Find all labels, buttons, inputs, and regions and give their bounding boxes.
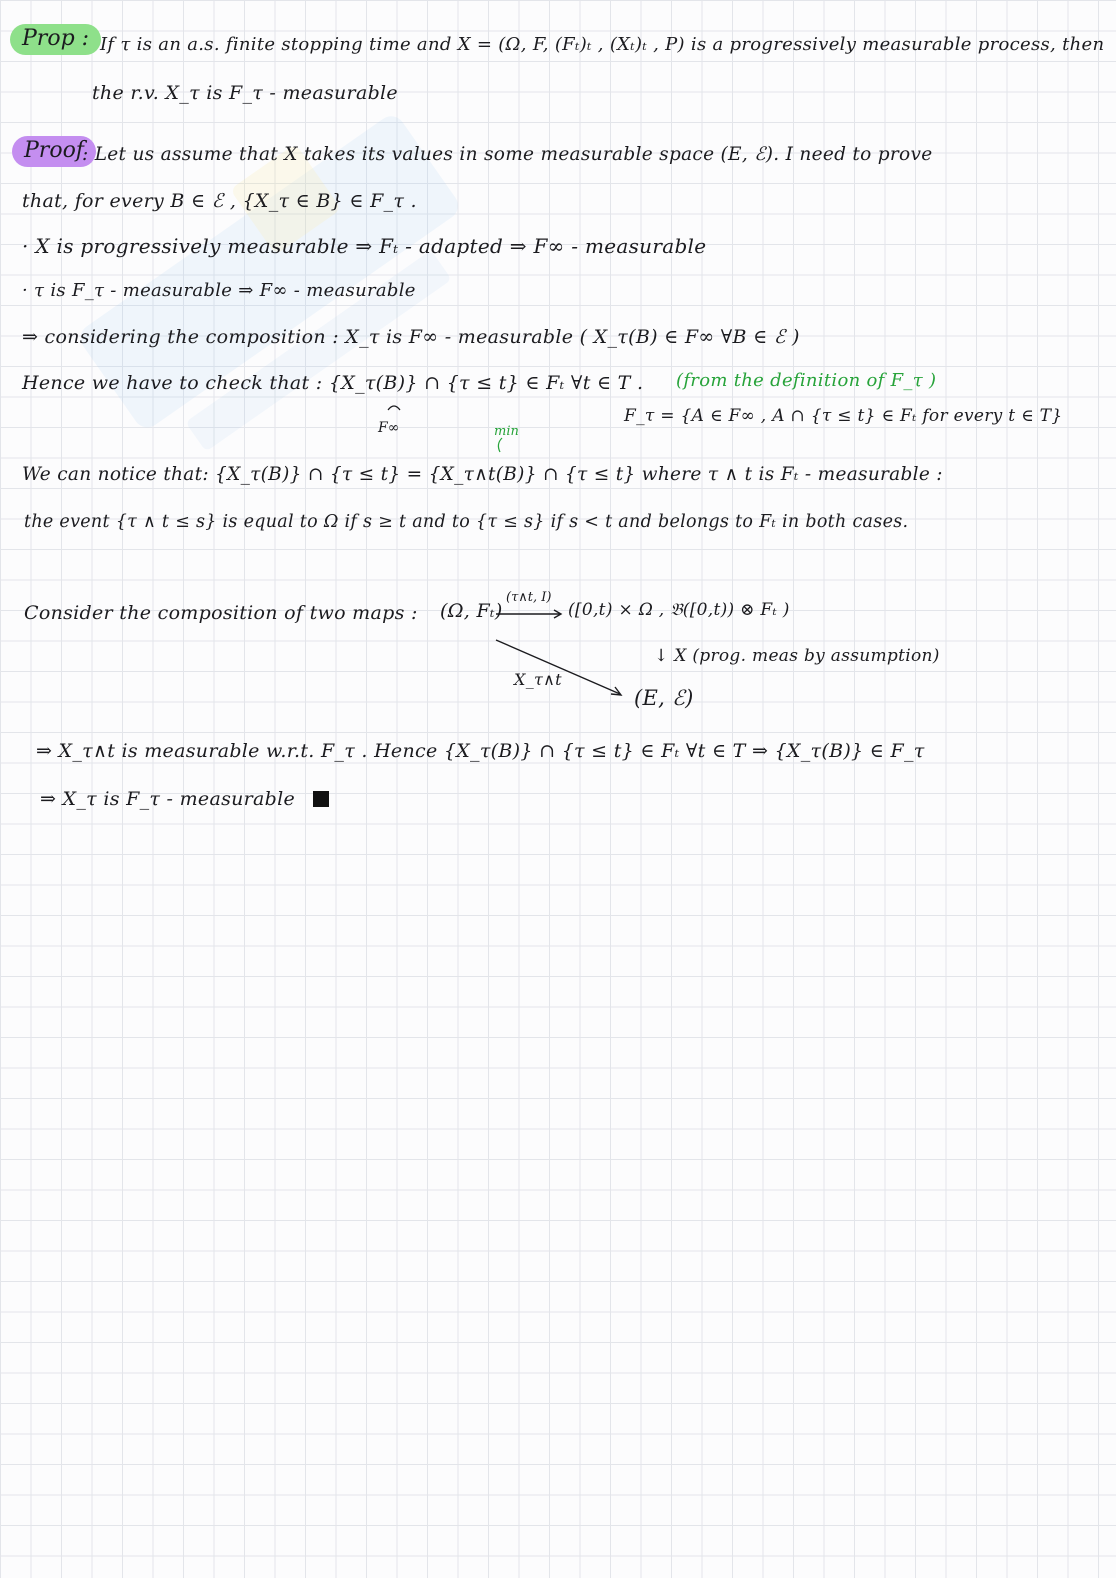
diagram-diagonal-label: X_τ∧t xyxy=(514,670,562,689)
proof-bullet-2: · τ is F_τ - measurable ⇒ F∞ - measurable xyxy=(22,280,416,301)
proof-line-5: We can notice that: {X_τ(B)} ∩ {τ ≤ t} = {X_τ∧t(B)} ∩ {τ ≤ t} where τ ∧ t is Fₜ - measurable : xyxy=(22,464,943,485)
min-label: min xyxy=(494,424,519,439)
proof-tag: Proof xyxy=(12,136,96,167)
proof-line-4: Hence we have to check that : {X_τ(B)} ∩ {τ ≤ t} ∈ Fₜ ∀t ∈ T . xyxy=(22,372,644,394)
proof-line-7: Consider the composition of two maps : xyxy=(24,602,418,624)
prop-tag: Prop : xyxy=(10,24,101,55)
proof-line-6: the event {τ ∧ t ≤ s} is equal to Ω if s ≥ t and to {τ ≤ s} if s < t and belongs to Fₜ in both cases. xyxy=(24,512,909,532)
prop-line-1: If τ is an a.s. finite stopping time and X = (Ω, F, (Fₜ)ₜ , (Xₜ)ₜ , P) is a progressively measurable process, then xyxy=(100,34,1105,55)
proof-bullet-1: · X is progressively measurable ⇒ Fₜ - adapted ⇒ F∞ - measurable xyxy=(22,234,707,258)
f-infinity-label: F∞ xyxy=(378,420,400,436)
diagram-source: (Ω, Fₜ) xyxy=(440,600,503,622)
prop-line-2: the r.v. X_τ is F_τ - measurable xyxy=(92,82,398,104)
proof-line-1: : Let us assume that X takes its values in some measurable space (E, ℰ). I need to prove xyxy=(82,144,933,165)
proof-line-2: that, for every B ∈ ℰ , {X_τ ∈ B} ∈ F_τ . xyxy=(22,190,417,212)
f-tau-definition: F_τ = {A ∈ F∞ , A ∩ {τ ≤ t} ∈ Fₜ for every t ∈ T} xyxy=(624,406,1063,426)
proof-conclusion xyxy=(40,788,329,810)
qed-square-icon xyxy=(313,791,329,807)
proof-line-9: ⇒ X_τ is F_τ - measurable xyxy=(40,788,296,810)
diagram-end: (E, ℰ) xyxy=(634,686,694,710)
proof-line-8: ⇒ X_τ∧t is measurable w.r.t. F_τ . Hence {X_τ(B)} ∩ {τ ≤ t} ∈ Fₜ ∀t ∈ T ⇒ {X_τ(B)} ∈ F_τ xyxy=(36,740,925,762)
diagram-arrow-label: (τ∧t, I) xyxy=(506,590,552,605)
diagram-down-label: ↓ X (prog. meas by assumption) xyxy=(654,646,940,666)
proof-line-3: ⇒ considering the composition : X_τ is F∞ - measurable ( X_τ(B) ∈ F∞ ∀B ∈ ℰ ) xyxy=(22,326,800,348)
definition-note: (from the definition of F_τ ) xyxy=(676,370,937,391)
diagram-target: ([0,t) × Ω , 𝔅([0,t)) ⊗ Fₜ ) xyxy=(568,600,790,620)
